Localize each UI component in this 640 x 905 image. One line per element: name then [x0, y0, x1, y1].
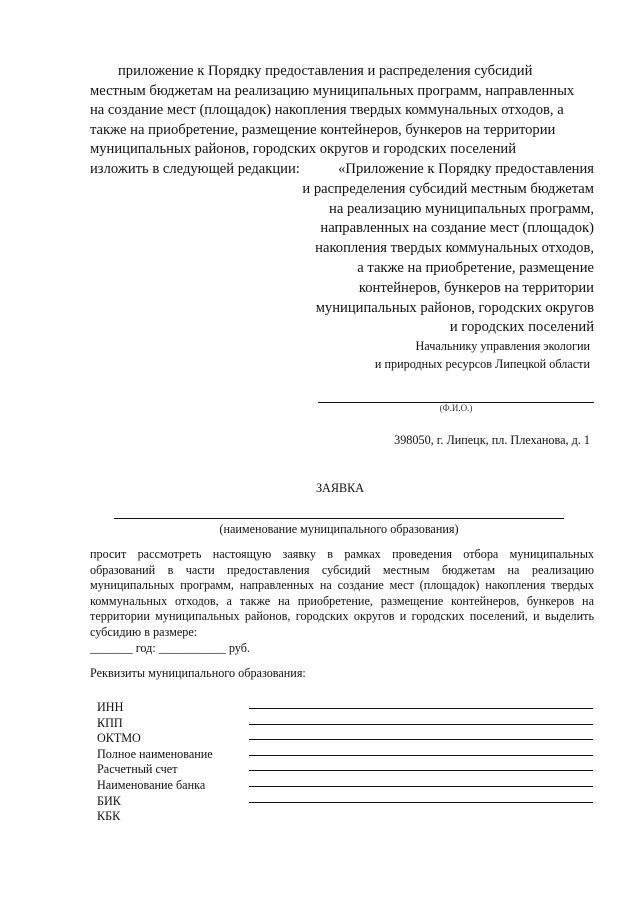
- requisite-label: КБК: [97, 809, 121, 824]
- address-line: 398050, г. Липецк, пл. Плеханова, д. 1: [394, 433, 590, 447]
- requisites-list: [97, 700, 597, 825]
- requisite-row-full-name: [97, 747, 597, 763]
- requisite-fill-line: [249, 755, 593, 756]
- addressee-block: [375, 337, 590, 373]
- intro-line: местным бюджетам на реализацию муниципальных программ, направленных: [90, 82, 575, 99]
- requisite-fill-line: [249, 724, 593, 725]
- requisite-row-kbk: [97, 809, 597, 825]
- requisite-label: ОКТМО: [97, 731, 141, 746]
- requisite-row-kpp: [97, 716, 597, 732]
- intro-line: приложение к Порядку предоставления и распределения субсидий: [118, 63, 533, 79]
- document-title: ЗАЯВКА: [315, 481, 365, 495]
- intro-line: изложить в следующей редакции:: [90, 160, 300, 177]
- requisite-row-bik: [97, 794, 597, 810]
- requisite-label: Полное наименование: [97, 746, 213, 761]
- addressee-line: Начальнику управления экологии: [415, 339, 590, 353]
- appendix-heading: [234, 160, 594, 338]
- appendix-line: и городских поселений: [449, 319, 594, 336]
- application-body-text: просит рассмотреть настоящую заявку в рамках проведения отбора муниципальных образований в части предоставления субсидий местным бюджетам на реализацию муниципальных программ, направленных на создание мест (площадок) накопления твердых коммунальных отходов, а также на приобретение, размещение контейнеров, бункеров на территории муниципальных районов, городских округов и городских поселений, и выделить субсидию в размере:: [90, 547, 594, 639]
- requisite-label: Наименование банка: [97, 777, 206, 792]
- requisite-label: КПП: [97, 715, 123, 730]
- requisite-row-oktmo: [97, 731, 597, 747]
- requisite-row-bank: [97, 778, 597, 794]
- fio-label: (Ф.И.О.): [439, 403, 473, 413]
- requisite-fill-line: [249, 786, 593, 787]
- amount-line: _______ год: ___________ руб.: [90, 640, 250, 655]
- appendix-line: контейнеров, бункеров на территории: [358, 279, 594, 296]
- requisite-row-account: [97, 762, 597, 778]
- requisite-label: ИНН: [97, 700, 124, 714]
- appendix-line: и распределения субсидий местным бюджетам: [302, 180, 594, 197]
- appendix-line: а также на приобретение, размещение: [357, 259, 594, 276]
- requisite-label: Расчетный счет: [97, 762, 178, 777]
- appendix-line: накопления твердых коммунальных отходов,: [315, 240, 594, 257]
- application-body: [90, 547, 594, 656]
- requisite-fill-line: [249, 770, 593, 771]
- intro-line: также на приобретение, размещение контейнеров, бункеров на территории: [90, 121, 556, 138]
- requisite-row-inn: [97, 700, 597, 716]
- intro-line: муниципальных районов, городских округов и городских поселений: [90, 141, 517, 158]
- appendix-line: «Приложение к Порядку предоставления: [338, 161, 594, 177]
- appendix-line: муниципальных районов, городских округов: [315, 299, 594, 316]
- addressee-line: и природных ресурсов Липецкой области: [374, 357, 590, 371]
- requisites-title: Реквизиты муниципального образования:: [90, 666, 306, 680]
- appendix-line: на реализацию муниципальных программ,: [329, 200, 594, 217]
- appendix-line: направленных на создание мест (площадок): [320, 220, 594, 237]
- requisite-fill-line: [249, 708, 593, 709]
- requisite-fill-line: [249, 739, 593, 740]
- intro-line: на создание мест (площадок) накопления твердых коммунальных отходов, а: [90, 102, 564, 119]
- municipality-name-label: (наименование муниципального образования): [219, 522, 459, 536]
- municipality-name-line: [114, 518, 564, 519]
- requisite-label: БИК: [97, 793, 121, 808]
- requisite-fill-line: [249, 802, 593, 803]
